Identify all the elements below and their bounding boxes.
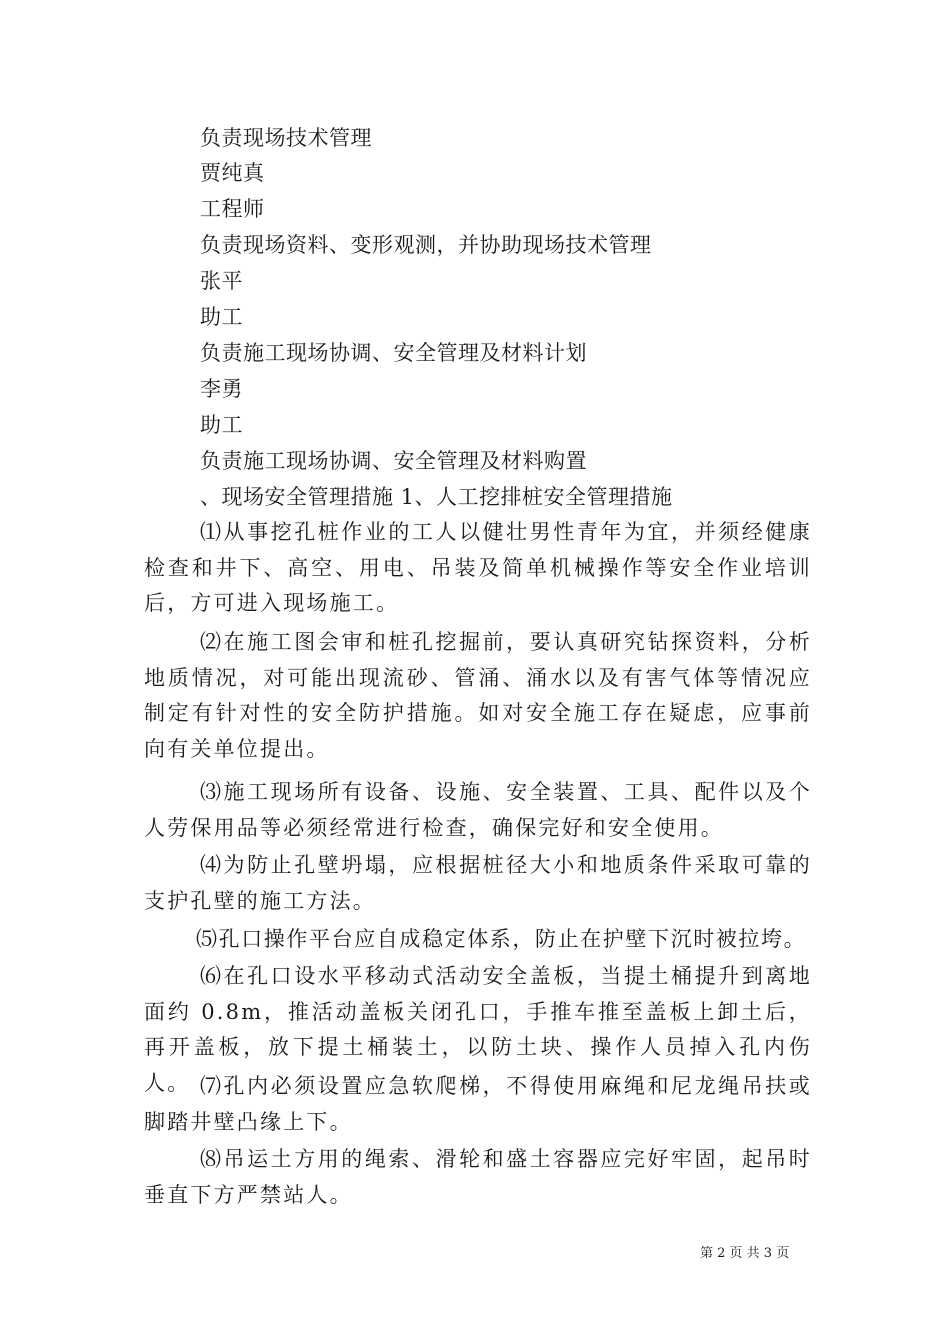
measure-paragraph-5: ⑸孔口操作平台应自成稳定体系，防止在护壁下沉时被拉垮。 <box>196 927 807 951</box>
staff-line-duty: 负责施工现场协调、安全管理及材料计划 <box>200 341 587 365</box>
staff-line-title: 助工 <box>200 305 243 329</box>
section-heading: 、现场安全管理措施 1、人工挖排桩安全管理措施 <box>200 485 673 509</box>
measure-paragraph-7: ⑺孔内必须设置应急软爬梯，不得使用麻绳和尼龙绳吊扶或脚踏井壁凸缘上下。 <box>144 1074 812 1134</box>
staff-line-name: 李勇 <box>200 377 243 401</box>
staff-line-duty: 负责现场资料、变形观测，并协助现场技术管理 <box>200 233 652 257</box>
staff-line-name: 贾纯真 <box>200 161 265 185</box>
staff-line-title: 助工 <box>200 413 243 437</box>
measure-paragraph-2: ⑵在施工图会审和桩孔挖掘前，要认真研究钻探资料，分析地质情况，对可能出现流砂、管涌、涌水以及有害气体等情况应制定有针对性的安全防护措施。如对安全施工存在疑虑，应事前向有关单位提出。 <box>144 630 812 761</box>
measure-paragraph-8: ⑻吊运土方用的绳索、滑轮和盛土容器应完好牢固，起吊时垂直下方严禁站人。 <box>144 1147 812 1207</box>
measure-paragraph-6: ⑹在孔口设水平移动式活动安全盖板，当提土桶提升到离地面约 0.8m，推活动盖板关闭孔口，手推车推至盖板上卸土后，再开盖板，放下提土桶装土，以防土块、操作人员掉入孔内伤人。 <box>144 964 812 1095</box>
staff-line-duty: 负责现场技术管理 <box>200 126 372 150</box>
page-number-footer: 第 2 页 共 3 页 <box>700 1246 790 1261</box>
staff-line-title: 工程师 <box>200 197 265 221</box>
measure-paragraph-4: ⑷为防止孔壁坍塌，应根据桩径大小和地质条件采取可靠的支护孔壁的施工方法。 <box>144 853 812 913</box>
staff-line-duty: 负责施工现场协调、安全管理及材料购置 <box>200 449 587 473</box>
measure-paragraph-1: ⑴从事挖孔桩作业的工人以健壮男性青年为宜，并须经健康检查和井下、高空、用电、吊装及简单机械操作等安全作业培训后，方可进入现场施工。 <box>144 520 812 615</box>
measure-paragraph-3: ⑶施工现场所有设备、设施、安全装置、工具、配件以及个人劳保用品等必须经常进行检查，确保完好和安全使用。 <box>144 780 812 840</box>
staff-line-name: 张平 <box>200 269 243 293</box>
